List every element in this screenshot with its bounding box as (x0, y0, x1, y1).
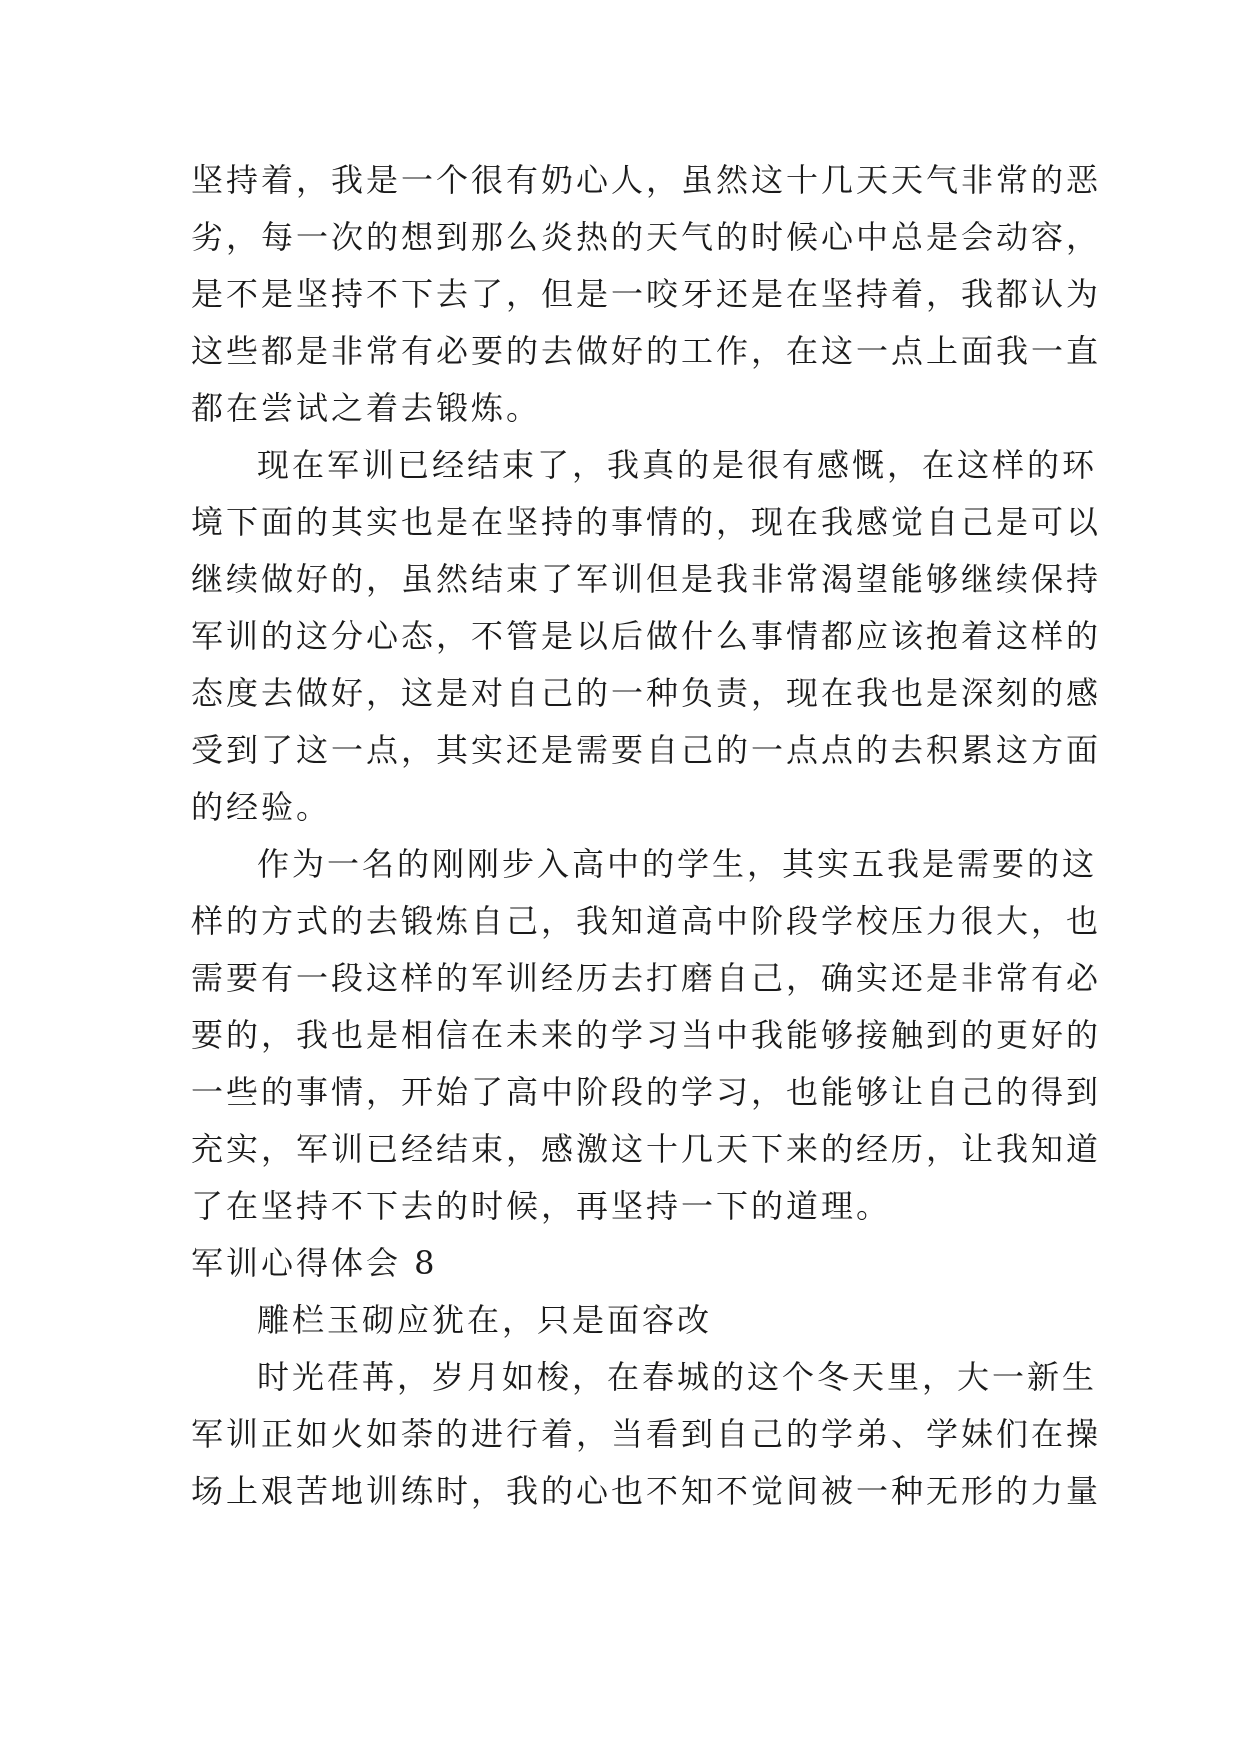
text-line: 一些的事情，开始了高中阶段的学习，也能够让自己的得到 (191, 1073, 1102, 1111)
text-line: 要的，我也是相信在未来的学习当中我能够接触到的更好的 (191, 1016, 1102, 1054)
text-line: 作为一名的刚刚步入高中的学生，其实五我是需要的这 (257, 845, 1098, 883)
text-line: 境下面的其实也是在坚持的事情的，现在我感觉自己是可以 (191, 503, 1102, 541)
text-line: 受到了这一点，其实还是需要自己的一点点的去积累这方面 (191, 731, 1102, 769)
text-line: 需要有一段这样的军训经历去打磨自己，确实还是非常有必 (191, 959, 1102, 997)
text-line: 这些都是非常有必要的去做好的工作，在这一点上面我一直 (191, 332, 1102, 370)
text-line: 军训的这分心态，不管是以后做什么事情都应该抱着这样的 (191, 617, 1102, 655)
text-line: 态度去做好，这是对自己的一种负责，现在我也是深刻的感 (191, 674, 1102, 712)
text-line: 雕栏玉砌应犹在，只是面容改 (257, 1301, 713, 1339)
section-heading: 军训心得体会 8 (191, 1244, 438, 1282)
text-line: 继续做好的，虽然结束了军训但是我非常渴望能够继续保持 (191, 560, 1102, 598)
text-line: 样的方式的去锻炼自己，我知道高中阶段学校压力很大，也 (191, 902, 1102, 940)
text-line: 劣，每一次的想到那么炎热的天气的时候心中总是会动容， (191, 218, 1102, 256)
text-line: 充实，军训已经结束，感激这十几天下来的经历，让我知道 (191, 1130, 1102, 1168)
text-line: 是不是坚持不下去了，但是一咬牙还是在坚持着，我都认为 (191, 275, 1102, 313)
text-line: 军训正如火如荼的进行着，当看到自己的学弟、学妹们在操 (191, 1415, 1102, 1453)
text-line: 都在尝试之着去锻炼。 (191, 389, 542, 427)
text-line: 坚持着，我是一个很有奶心人，虽然这十几天天气非常的恶 (191, 161, 1102, 199)
text-line: 时光荏苒，岁月如梭，在春城的这个冬天里，大一新生 (257, 1358, 1098, 1396)
text-line: 的经验。 (191, 788, 332, 826)
document-body (191, 152, 1102, 1520)
text-line: 现在军训已经结束了，我真的是很有感慨，在这样的环 (257, 446, 1098, 484)
text-line: 了在坚持不下去的时候，再坚持一下的道理。 (191, 1187, 892, 1225)
text-line: 场上艰苦地训练时，我的心也不知不觉间被一种无形的力量 (191, 1472, 1102, 1510)
